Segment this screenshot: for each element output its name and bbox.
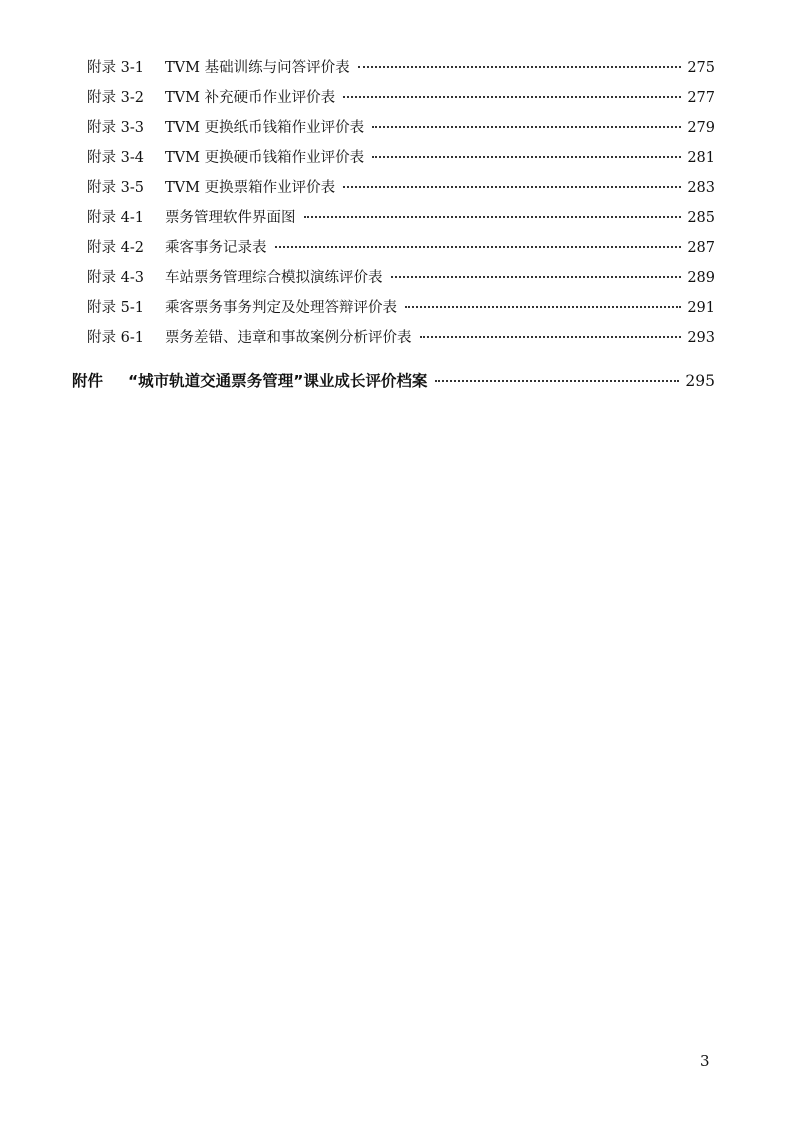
toc-entry[interactable] [87, 173, 715, 203]
toc-entry-page: 275 [687, 60, 715, 76]
dot-leader [358, 66, 682, 68]
dot-leader [304, 216, 682, 218]
toc-entry[interactable] [87, 293, 715, 323]
toc-entry-title: 票务差错、违章和事故案例分析评价表 [165, 330, 412, 346]
toc-entry[interactable] [87, 203, 715, 233]
toc-entry-label: 附录 3-3 [87, 120, 144, 136]
toc-entry-label: 附录 4-3 [87, 270, 144, 286]
toc-entry-label: 附录 5-1 [87, 300, 144, 316]
toc-entry-page: 293 [687, 330, 715, 346]
dot-leader [343, 186, 681, 188]
appendix-page: 295 [685, 372, 715, 390]
dot-leader [343, 96, 681, 98]
toc-entry[interactable] [87, 323, 715, 353]
toc-entry-title: 乘客事务记录表 [165, 240, 267, 256]
toc-entry-label: 附录 3-4 [87, 150, 144, 166]
dot-leader [405, 306, 681, 308]
toc-entry-title: TVM 更换硬币钱箱作业评价表 [165, 150, 365, 166]
toc-entry-page: 291 [687, 300, 715, 316]
toc-entry[interactable] [87, 143, 715, 173]
toc-entry-label: 附录 3-2 [87, 90, 144, 106]
toc-entry-title: TVM 补充硬币作业评价表 [165, 90, 336, 106]
toc-entry-label: 附录 4-1 [87, 210, 144, 226]
toc-entry-label: 附录 3-1 [87, 60, 144, 76]
appendix-label: 附件 [72, 372, 104, 390]
table-of-contents [87, 53, 715, 353]
dot-leader [435, 380, 679, 382]
toc-entry-title: TVM 更换票箱作业评价表 [165, 180, 336, 196]
toc-entry[interactable] [87, 113, 715, 143]
toc-entry-title: TVM 更换纸币钱箱作业评价表 [165, 120, 365, 136]
toc-entry-label: 附录 3-5 [87, 180, 144, 196]
page-number: 3 [700, 1052, 710, 1070]
toc-appendix-entry[interactable] [72, 366, 715, 396]
appendix-title: “城市轨道交通票务管理”课业成长评价档案 [128, 372, 428, 390]
dot-leader [372, 156, 681, 158]
toc-entry-page: 277 [687, 90, 715, 106]
toc-entry-page: 279 [687, 120, 715, 136]
toc-entry-page: 287 [687, 240, 715, 256]
toc-entry-title: 乘客票务事务判定及处理答辩评价表 [165, 300, 397, 316]
toc-entry-page: 281 [687, 150, 715, 166]
toc-entry-page: 283 [687, 180, 715, 196]
toc-entry-page: 285 [687, 210, 715, 226]
dot-leader [275, 246, 682, 248]
toc-entry[interactable] [87, 53, 715, 83]
toc-entry-label: 附录 4-2 [87, 240, 144, 256]
toc-entry-label: 附录 6-1 [87, 330, 144, 346]
toc-entry[interactable] [87, 83, 715, 113]
dot-leader [420, 336, 682, 338]
toc-entry-title: TVM 基础训练与问答评价表 [165, 60, 350, 76]
toc-entry-title: 票务管理软件界面图 [165, 210, 296, 226]
toc-entry[interactable] [87, 233, 715, 263]
toc-entry-title: 车站票务管理综合模拟演练评价表 [165, 270, 383, 286]
toc-entry-page: 289 [687, 270, 715, 286]
dot-leader [391, 276, 682, 278]
dot-leader [372, 126, 681, 128]
toc-entry[interactable] [87, 263, 715, 293]
